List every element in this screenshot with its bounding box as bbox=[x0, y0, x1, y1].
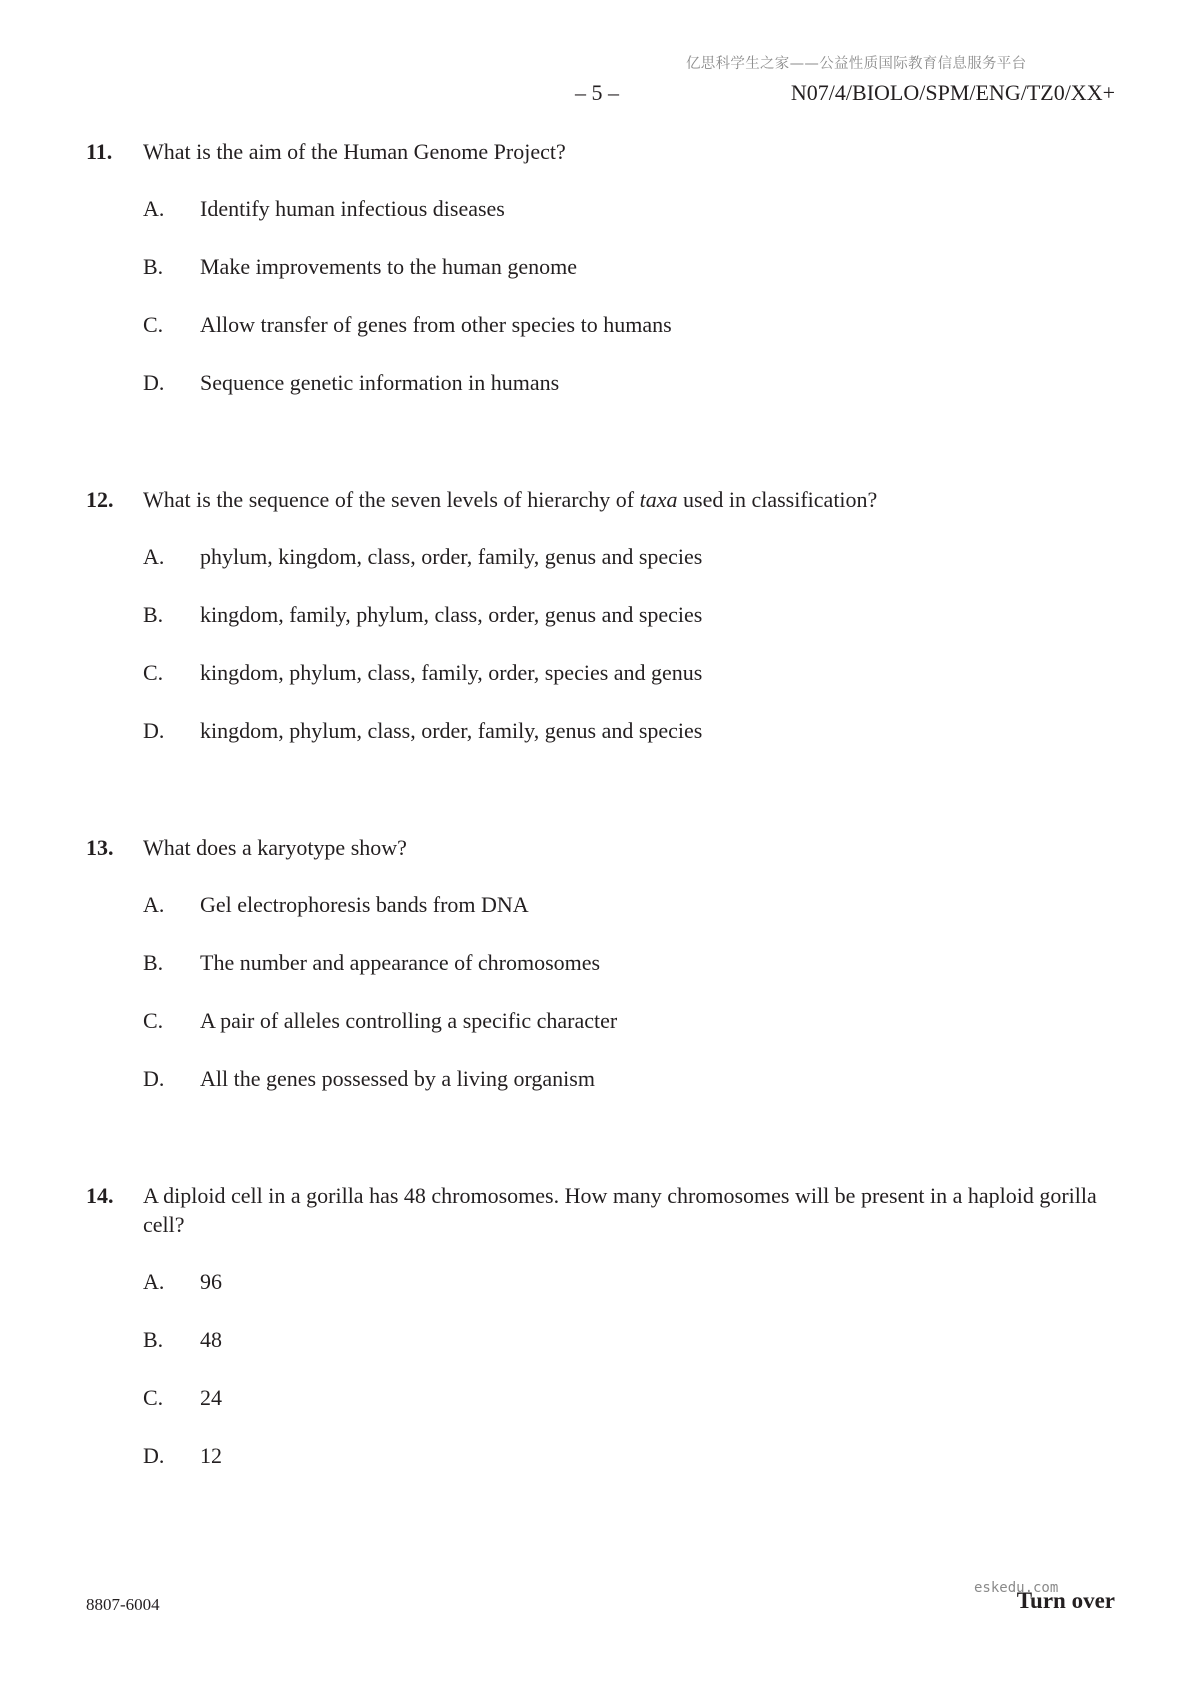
option-b bbox=[143, 600, 1116, 629]
option-letter: D. bbox=[143, 1066, 165, 1091]
question-text: A diploid cell in a gorilla has 48 chromosomes. How many chromosomes will be present in a haploid gorilla cell? bbox=[143, 1183, 1097, 1237]
question-text: What is the aim of the Human Genome Project? bbox=[143, 139, 566, 164]
option-text: Make improvements to the human genome bbox=[200, 254, 577, 279]
option-text: kingdom, phylum, class, family, order, species and genus bbox=[200, 660, 703, 685]
option-letter: B. bbox=[143, 602, 164, 627]
question-13 bbox=[86, 833, 1116, 1122]
question-number: 14. bbox=[86, 1183, 114, 1208]
option-text: 96 bbox=[200, 1269, 222, 1294]
option-text: Sequence genetic information in humans bbox=[200, 370, 560, 395]
option-letter: C. bbox=[143, 1008, 164, 1033]
question-text: What is the sequence of the seven levels of hierarchy of taxa used in classification? bbox=[143, 487, 878, 512]
option-c bbox=[143, 1006, 1116, 1035]
option-letter: B. bbox=[143, 1327, 164, 1352]
option-a bbox=[143, 890, 1116, 919]
footer-code: 8807-6004 bbox=[86, 1595, 160, 1614]
option-b bbox=[143, 948, 1116, 977]
question-14 bbox=[86, 1181, 1116, 1499]
option-text: kingdom, family, phylum, class, order, genus and species bbox=[200, 602, 703, 627]
paper-code: N07/4/BIOLO/SPM/ENG/TZ0/XX+ bbox=[790, 80, 1115, 105]
option-c bbox=[143, 1383, 1116, 1412]
option-text: A pair of alleles controlling a specific character bbox=[200, 1008, 618, 1033]
option-letter: D. bbox=[143, 718, 165, 743]
option-letter: A. bbox=[143, 196, 165, 221]
option-d bbox=[143, 716, 1116, 745]
option-text: kingdom, phylum, class, order, family, genus and species bbox=[200, 718, 703, 743]
option-letter: C. bbox=[143, 660, 164, 685]
answer-options bbox=[86, 194, 1116, 397]
option-a bbox=[143, 194, 1116, 223]
option-c bbox=[143, 310, 1116, 339]
option-letter: A. bbox=[143, 544, 165, 569]
question-12 bbox=[86, 485, 1116, 774]
question-number: 12. bbox=[86, 487, 114, 512]
option-text: Allow transfer of genes from other species to humans bbox=[200, 312, 672, 337]
option-d bbox=[143, 368, 1116, 397]
question-text: What does a karyotype show? bbox=[143, 835, 407, 860]
footer-watermark: eskedu.com bbox=[974, 1580, 1059, 1596]
page-number: – 5 – bbox=[575, 80, 619, 105]
option-letter: D. bbox=[143, 1443, 165, 1468]
option-text: 12 bbox=[200, 1443, 222, 1468]
turn-over-label: Turn over bbox=[1016, 1588, 1115, 1613]
option-a bbox=[143, 1267, 1116, 1296]
option-letter: A. bbox=[143, 1269, 165, 1294]
option-text: All the genes possessed by a living organism bbox=[200, 1066, 595, 1091]
question-number: 11. bbox=[86, 139, 113, 164]
option-letter: C. bbox=[143, 312, 164, 337]
option-text: Gel electrophoresis bands from DNA bbox=[200, 892, 529, 917]
option-text: 48 bbox=[200, 1327, 222, 1352]
option-letter: B. bbox=[143, 950, 164, 975]
option-c bbox=[143, 658, 1116, 687]
option-letter: A. bbox=[143, 892, 165, 917]
option-text: The number and appearance of chromosomes bbox=[200, 950, 601, 975]
option-d bbox=[143, 1441, 1116, 1470]
option-text: Identify human infectious diseases bbox=[200, 196, 505, 221]
option-b bbox=[143, 252, 1116, 281]
option-d bbox=[143, 1064, 1116, 1093]
answer-options bbox=[86, 1267, 1116, 1470]
answer-options bbox=[86, 542, 1116, 745]
option-a bbox=[143, 542, 1116, 571]
question-number: 13. bbox=[86, 835, 114, 860]
option-text: phylum, kingdom, class, order, family, genus and species bbox=[200, 544, 703, 569]
option-letter: D. bbox=[143, 370, 165, 395]
option-letter: B. bbox=[143, 254, 164, 279]
header-watermark: 亿思科学生之家——公益性质国际教育信息服务平台 bbox=[686, 56, 1027, 72]
question-11 bbox=[86, 137, 1116, 426]
option-letter: C. bbox=[143, 1385, 164, 1410]
option-b bbox=[143, 1325, 1116, 1354]
answer-options bbox=[86, 890, 1116, 1093]
option-text: 24 bbox=[200, 1385, 222, 1410]
